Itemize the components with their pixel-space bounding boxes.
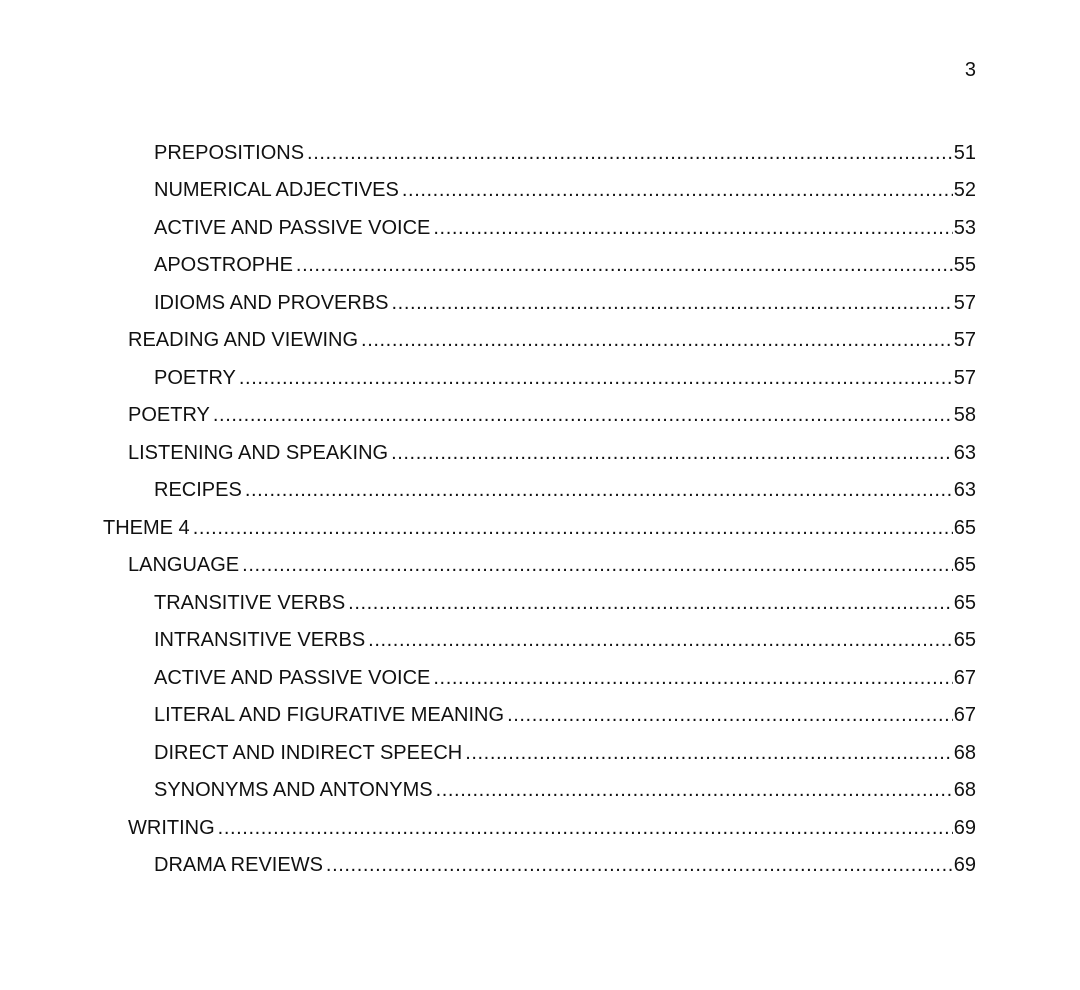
toc-dot-leader — [213, 403, 953, 427]
toc-entry-title: DIRECT AND INDIRECT SPEECH — [154, 741, 463, 764]
toc-dot-leader — [348, 591, 953, 615]
toc-entry-page: 65 — [953, 554, 976, 577]
toc-entry[interactable] — [0, 322, 1080, 360]
toc-entry[interactable] — [0, 772, 1080, 810]
toc-entry-title: INTRANSITIVE VERBS — [154, 629, 366, 652]
toc-entry-title: READING AND VIEWING — [128, 329, 359, 352]
toc-entry-title: TRANSITIVE VERBS — [154, 591, 346, 614]
toc-entry-page: 57 — [953, 329, 976, 352]
toc-entry-page: 67 — [953, 704, 976, 727]
toc-entry-title: ACTIVE AND PASSIVE VOICE — [154, 216, 431, 239]
toc-dot-leader — [433, 666, 952, 690]
toc-entry-title: LISTENING AND SPEAKING — [128, 441, 389, 464]
toc-entry-page: 55 — [953, 254, 976, 277]
toc-entry[interactable] — [0, 509, 1080, 547]
toc-entry-page: 65 — [953, 591, 976, 614]
toc-entry-page: 57 — [953, 366, 976, 389]
page-number: 3 — [964, 59, 976, 81]
toc-dot-leader — [326, 853, 953, 877]
toc-dot-leader — [296, 253, 953, 277]
toc-entry-title: WRITING — [128, 816, 215, 839]
toc-dot-leader — [245, 478, 953, 502]
toc-entry-page: 68 — [953, 779, 976, 802]
toc-entry-title: LANGUAGE — [128, 554, 240, 577]
toc-entry-title: RECIPES — [154, 479, 242, 502]
toc-entry[interactable] — [0, 209, 1080, 247]
toc-entry-title: POETRY — [128, 404, 210, 427]
toc-entry-page: 69 — [953, 816, 976, 839]
toc-entry-title: DRAMA REVIEWS — [154, 854, 323, 877]
toc-dot-leader — [391, 441, 953, 465]
toc-entry-page: 65 — [953, 629, 976, 652]
toc-entry-page: 51 — [953, 141, 976, 164]
toc-dot-leader — [218, 816, 953, 840]
toc-entry[interactable] — [0, 622, 1080, 660]
toc-entry[interactable] — [0, 397, 1080, 435]
toc-dot-leader — [193, 516, 953, 540]
toc-entry[interactable] — [0, 734, 1080, 772]
toc-entry[interactable] — [0, 172, 1080, 210]
toc-entry[interactable] — [0, 359, 1080, 397]
toc-entry-page: 65 — [953, 516, 976, 539]
toc-dot-leader — [307, 141, 953, 165]
toc-entry-page: 63 — [953, 441, 976, 464]
toc-entry-title: POETRY — [154, 366, 236, 389]
toc-dot-leader — [465, 741, 953, 765]
toc-entry[interactable] — [0, 584, 1080, 622]
toc-entry-title: IDIOMS AND PROVERBS — [154, 291, 389, 314]
toc-dot-leader — [433, 216, 952, 240]
toc-dot-leader — [402, 178, 953, 202]
toc-dot-leader — [239, 366, 953, 390]
toc-dot-leader — [242, 553, 953, 577]
toc-entry-title: ACTIVE AND PASSIVE VOICE — [154, 666, 431, 689]
toc-dot-leader — [368, 628, 953, 652]
toc-entry-title: PREPOSITIONS — [154, 141, 305, 164]
toc-entry-title: NUMERICAL ADJECTIVES — [154, 179, 399, 202]
toc-dot-leader — [361, 328, 953, 352]
toc-entry[interactable] — [0, 247, 1080, 285]
toc-entry[interactable] — [0, 284, 1080, 322]
toc-entry[interactable] — [0, 809, 1080, 847]
table-of-contents — [0, 134, 1080, 884]
toc-dot-leader — [436, 778, 953, 802]
toc-entry-page: 52 — [953, 179, 976, 202]
toc-entry-page: 67 — [953, 666, 976, 689]
toc-entry-page: 57 — [953, 291, 976, 314]
toc-entry-page: 53 — [953, 216, 976, 239]
toc-entry[interactable] — [0, 434, 1080, 472]
toc-entry-title: LITERAL AND FIGURATIVE MEANING — [154, 704, 505, 727]
toc-entry-page: 58 — [953, 404, 976, 427]
toc-entry-title: THEME 4 — [103, 516, 190, 539]
toc-entry[interactable] — [0, 134, 1080, 172]
toc-dot-leader — [507, 703, 953, 727]
toc-entry[interactable] — [0, 472, 1080, 510]
toc-entry-page: 68 — [953, 741, 976, 764]
toc-entry-title: SYNONYMS AND ANTONYMS — [154, 779, 433, 802]
toc-entry-page: 69 — [953, 854, 976, 877]
toc-dot-leader — [392, 291, 953, 315]
toc-entry[interactable] — [0, 659, 1080, 697]
toc-entry[interactable] — [0, 847, 1080, 885]
toc-entry[interactable] — [0, 547, 1080, 585]
toc-entry[interactable] — [0, 697, 1080, 735]
toc-entry-title: APOSTROPHE — [154, 254, 293, 277]
toc-entry-page: 63 — [953, 479, 976, 502]
